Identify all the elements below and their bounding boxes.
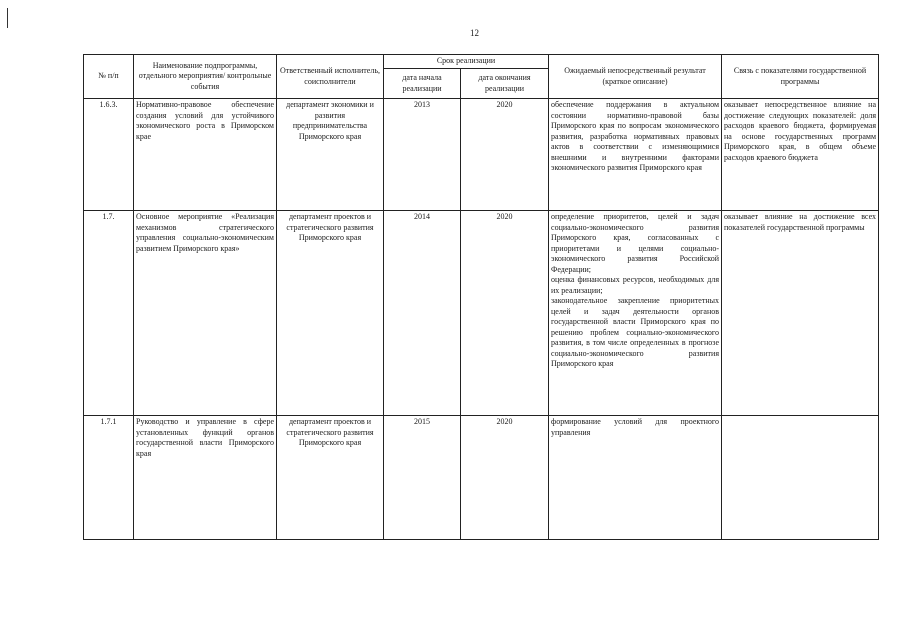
row-responsible: департамент проектов и стратегического развития Приморского края	[277, 211, 384, 416]
header-start: дата начала реализации	[384, 69, 461, 99]
header-link: Связь с показателями государственной программы	[722, 55, 879, 99]
table-row	[84, 211, 879, 416]
program-table	[83, 54, 879, 540]
row-start-year: 2014	[384, 211, 461, 416]
row-start-year: 2013	[384, 99, 461, 211]
header-responsible: Ответственный исполнитель, соисполнители	[277, 55, 384, 99]
row-end-year: 2020	[461, 211, 549, 416]
row-link: оказывает непосредственное влияние на достижение следующих показателей: доля расходов краевого бюджета, формируемая на основе государственных программ Приморского края, в общем объеме расходов краевого бюджета	[722, 99, 879, 211]
header-period: Срок реализации	[384, 55, 549, 69]
header-end: дата окончания реализации	[461, 69, 549, 99]
row-start-year: 2015	[384, 416, 461, 540]
row-link	[722, 416, 879, 540]
row-number: 1.7.	[84, 211, 134, 416]
row-name: Нормативно-правовое обеспечение создания условий для устойчивого экономического роста в Приморском крае	[134, 99, 277, 211]
page-edge-mark	[7, 8, 8, 28]
row-name: Основное мероприятие «Реализация механизмов стратегического управления социально-экономическим развитием Приморского края»	[134, 211, 277, 416]
row-link: оказывает влияние на достижение всех показателей государственной программы	[722, 211, 879, 416]
row-end-year: 2020	[461, 416, 549, 540]
table-row	[84, 416, 879, 540]
row-result: формирование условий для проектного управления	[549, 416, 722, 540]
table-row	[84, 99, 879, 211]
row-result: обеспечение поддержания в актуальном состоянии нормативно-правовой базы Приморского края по вопросам экономического развития, разработка нормативных правовых актов в соответствии с изменяющимися внешними и внутренними факторами экономического развития Приморского края	[549, 99, 722, 211]
header-name: Наименование подпрограммы, отдельного мероприятия/ контрольные события	[134, 55, 277, 99]
header-result: Ожидаемый непосредственный результат (краткое описание)	[549, 55, 722, 99]
row-number: 1.7.1	[84, 416, 134, 540]
row-responsible: департамент проектов и стратегического развития Приморского края	[277, 416, 384, 540]
header-num: № п/п	[84, 55, 134, 99]
row-responsible: департамент экономики и развития предпринимательства Приморского края	[277, 99, 384, 211]
row-result: определение приоритетов, целей и задач социально-экономического развития Приморского края, согласованных с приоритетами и целями социально-экономического развития Российской Федерации; оценка финансовых ресурсов, необходимых для их реализации; законодательное закрепление приоритетных целей и задач деятельности органов государственной власти Приморского края по решению проблем социально-экономического развития, в том числе определенных в прогнозе социально-экономического развития Приморского края	[549, 211, 722, 416]
row-number: 1.6.3.	[84, 99, 134, 211]
row-name: Руководство и управление в сфере установленных функций органов государственной власти Приморского края	[134, 416, 277, 540]
row-end-year: 2020	[461, 99, 549, 211]
page-number: 12	[470, 28, 479, 38]
